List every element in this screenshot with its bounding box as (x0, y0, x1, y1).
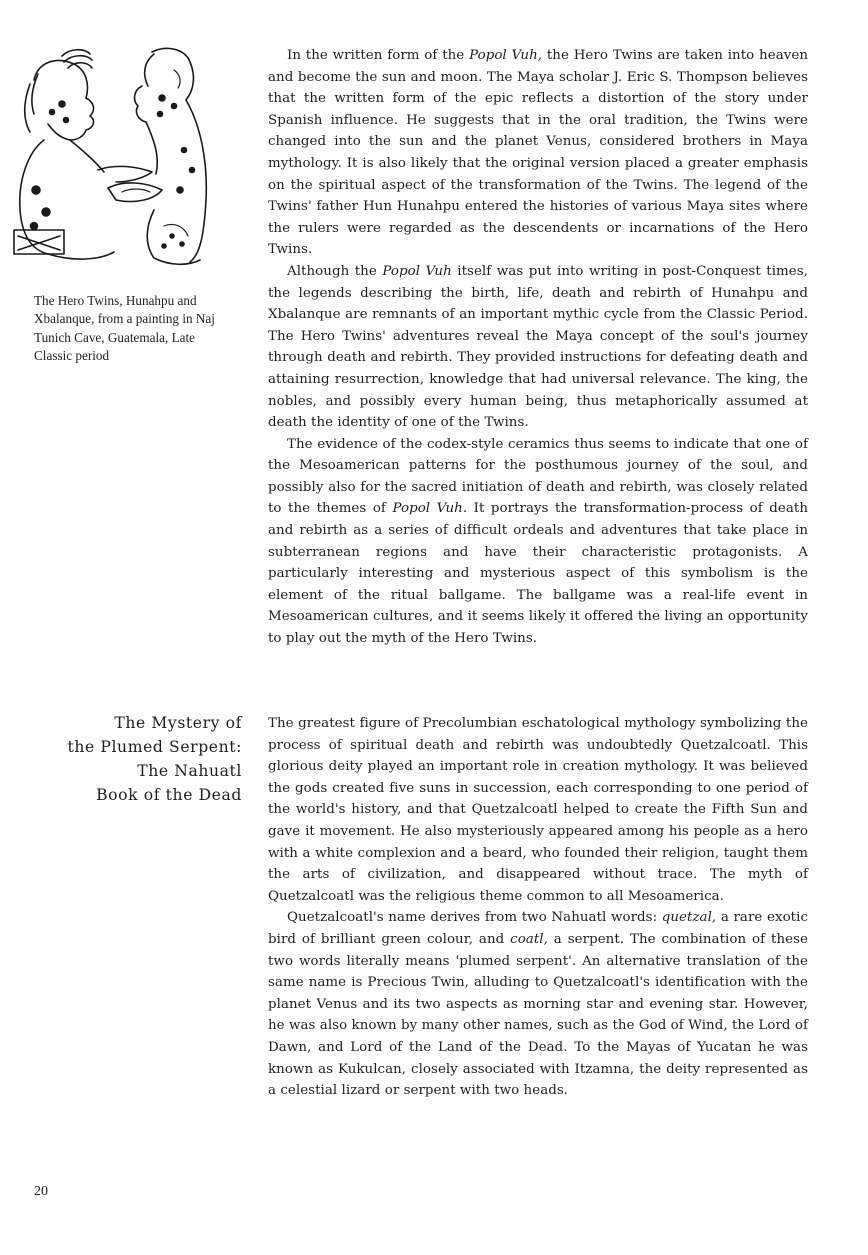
paragraph: In the written form of the Popol Vuh, the Hero Twins are taken into heaven and become the sun and moon. The Maya scholar J. Eric S. Thompson believes that the written form of the epic reflects a distortion of the story under Spanish influence. He suggests that in the oral tradition, the Twins were changed into the sun and the planet Venus, considered brothers in Maya mythology. It is also likely that the original version placed a greater emphasis on the spiritual aspect of the transformation of the Twins. The legend of the Twins' father Hun Hunahpu entered the histories of various Maya sites where the rulers were regarded as the descendents or incarnations of the Hero Twins. (268, 48, 808, 258)
paragraph: The evidence of the codex-style ceramics thus seems to indicate that one of the Mesoamerican patterns for the posthumous journey of the soul, and possibly also for the sacred initiation of death and rebirth, was closely related to the themes of Popol Vuh. It portrays the transformation-process of death and rebirth as a series of difficult ordeals and adventures that take place in subterranean regions and have their characteristic protagonists. A particularly interesting and mysterious aspect of this symbolism is the element of the ritual ballgame. The ballgame was a real-life event in Mesoamerican cultures, and it seems likely it offered the living an opportunity to play out the myth of the Hero Twins. (268, 436, 808, 647)
italic-text: Popol Vuh, (469, 48, 543, 63)
section-heading-line: Book of the Dead (96, 786, 242, 804)
section-heading-line: the Plumed Serpent: (67, 738, 242, 756)
italic-text: Popol Vuh (382, 263, 452, 279)
figure-caption: The Hero Twins, Hunahpu and Xbalanque, from a painting in Naj Tunich Cave, Guatemala, Late Classic period (34, 293, 215, 363)
section-heading-line: The Mystery of (114, 714, 242, 732)
paragraph: Quetzalcoatl's name derives from two Nahuatl words: quetzal, a rare exotic bird of brilliant green colour, and coatl, a serpent. The combination of these two words literally means 'plumed serpent'. An alternative translation of the same name is Precious Twin, alluding to Quetzalcoatl's identification with the planet Venus and its two aspects as morning star and evening star. However, he was also known by many other names, such as the God of Wind, the Lord of Dawn, and Lord of the Land of the Dead. To the Mayas of Yucatan he was known as Kukulcan, closely associated with Itzamna, the deity represented as a celestial lizard or serpent with two heads. (268, 910, 808, 1099)
section2-body (268, 713, 808, 1102)
paragraph: Although the Popol Vuh itself was put into writing in post-Conquest times, the legends describing the birth, life, death and rebirth of Hunahpu and Xbalanque are remnants of an important mythic cycle from the Classic Period. The Hero Twins' adventures reveal the Maya concept of the soul's journey through death and rebirth. They provided instructions for defeating death and attaining resurrection, knowledge that had universal relevance. The king, the nobles, and possibly every human being, thus metaphorically assumed at death the identity of one of the Twins. (268, 263, 809, 431)
page-number: 20 (34, 1184, 48, 1199)
italic-text: coatl, (510, 931, 548, 947)
section-heading (67, 711, 242, 807)
italic-text: quetzal, (661, 910, 717, 926)
paragraph: The greatest figure of Precolumbian eschatological mythology symbolizing the process of spiritual death and rebirth was undoubtedly Quetzalcoatl. This glorious deity played an important role in creation mythology. It was believed the gods created five suns in succession, each corresponding to one period of the world's history, and that Quetzalcoatl helped to create the Fifth Sun and gave it movement. He also mysteriously appeared among his people as a hero with a white complexion and a beard, who founded their religion, taught them the arts of civilization, and disappeared without trace. The myth of Quetzalcoatl was the religious theme common to all Mesoamerica. (268, 716, 808, 904)
hero-twins-drawing-icon (4, 40, 218, 276)
section-heading-line: The Nahuatl (137, 762, 242, 780)
section1-body (268, 45, 808, 650)
italic-text: Popol Vuh. (392, 501, 468, 517)
